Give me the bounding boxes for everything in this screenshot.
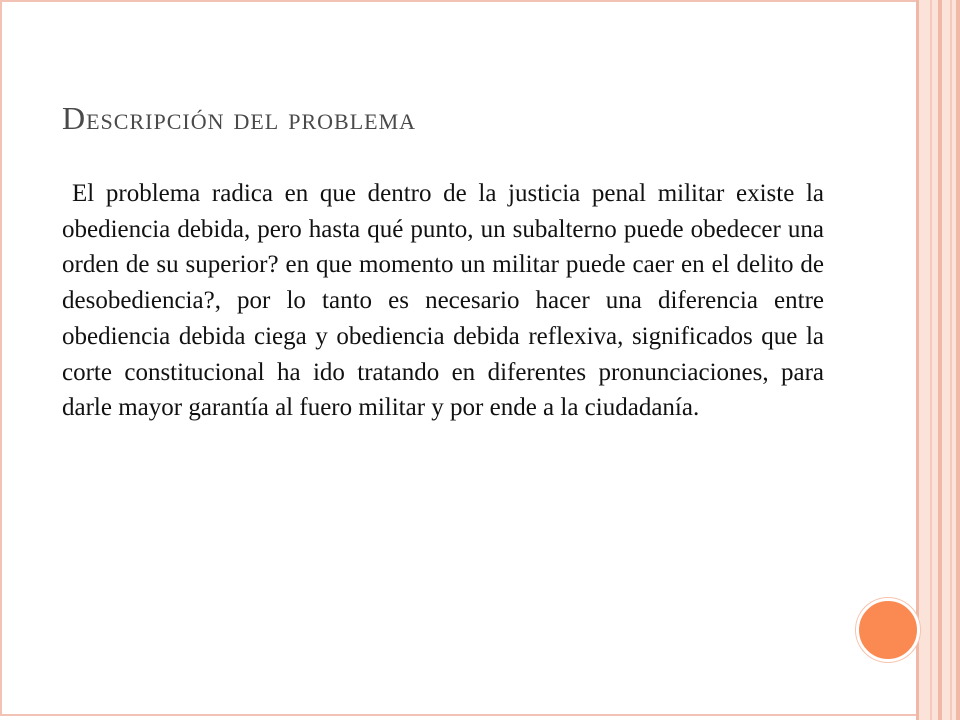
stripe: [916, 0, 919, 720]
slide-title: Descripción del problema: [62, 100, 417, 136]
stripe: [950, 0, 952, 720]
slide-body-text: El problema radica en que dentro de la justicia penal militar existe la obediencia debida, pero hasta qué punto, un subalterno puede obedecer una orden de su superior? en que momento un militar puede caer en el delito de desobediencia?, por lo tanto es necesario hacer una diferencia entre obediencia debida ciega y obediencia debida reflexiva, significados que la corte constitucional ha ido tratando en diferentes pronunciaciones, para darle mayor garantía al fuero militar y por ende a la ciudadanía.: [62, 180, 824, 422]
decorative-side-stripes: [916, 0, 960, 720]
stripe: [956, 0, 960, 720]
stripe: [938, 0, 942, 720]
stripe: [930, 0, 932, 720]
decorative-orange-circle: [856, 598, 920, 662]
